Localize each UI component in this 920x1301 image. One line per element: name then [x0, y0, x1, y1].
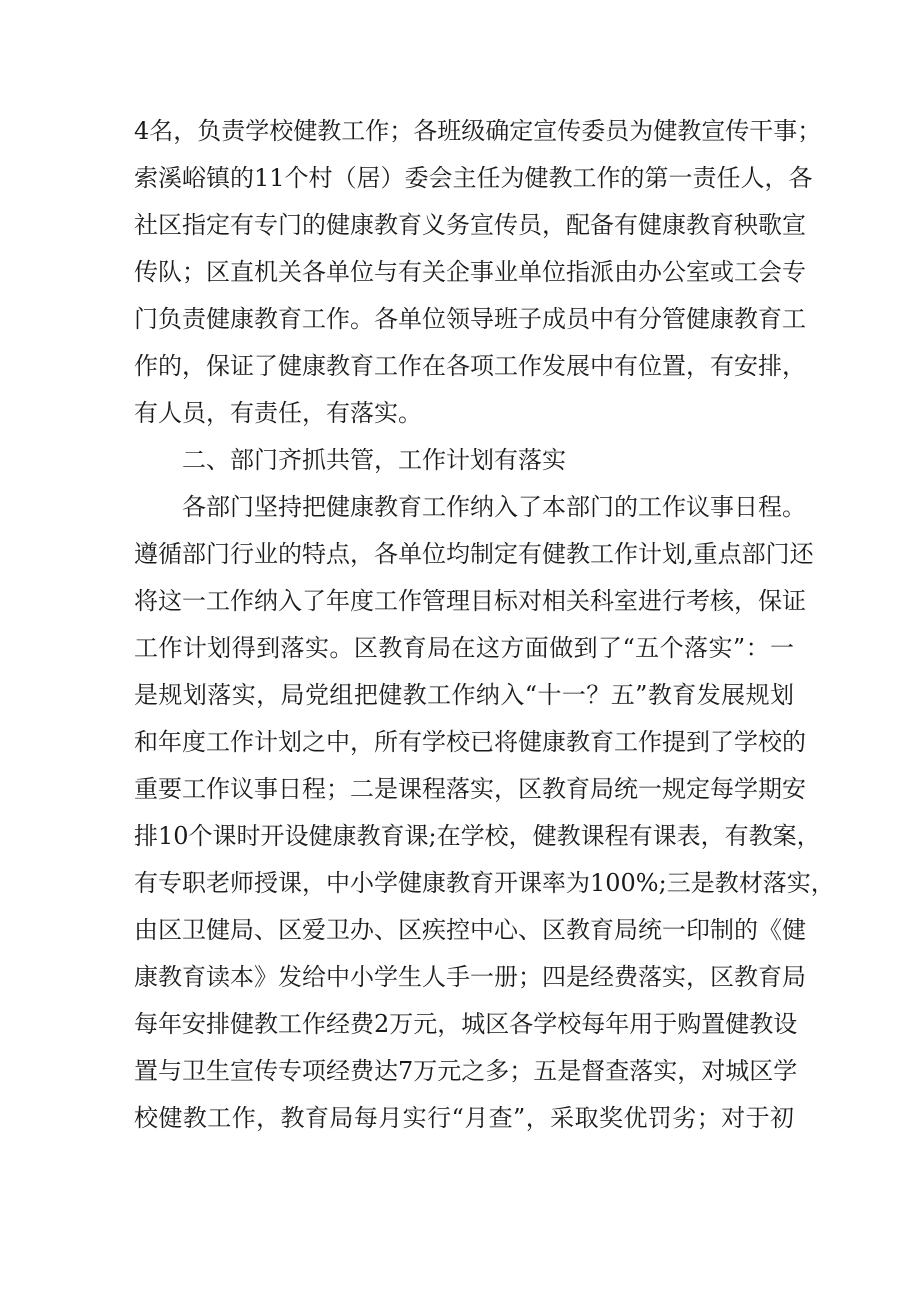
text-line: 将这一工作纳入了年度工作管理目标对相关科室进行考核，保证 [134, 587, 806, 615]
text-line: 是规划落实，局党组把健教工作纳入“十一？五”教育发展规划 [134, 681, 794, 709]
text-line: 遵循部门行业的特点，各单位均制定有健教工作计划,重点部门还 [134, 540, 814, 568]
text-line: 索溪峪镇的11个村（居）委会主任为健教工作的第一责任人，各 [134, 164, 813, 192]
text-line: 有专职老师授课，中小学健康教育开课率为100%;三是教材落实， [134, 869, 835, 897]
text-line: 由区卫健局、区爱卫办、区疾控中心、区教育局统一印制的《健 [134, 916, 806, 944]
text-line: 置与卫生宣传专项经费达7万元之多；五是督查落实，对城区学 [134, 1057, 798, 1085]
text-line: 工作计划得到落实。区教育局在这方面做到了“五个落实”：一 [134, 634, 794, 662]
text-line: 有人员，有责任，有落实。 [134, 399, 422, 427]
text-line: 门负责健康教育工作。各单位领导班子成员中有分管健康教育工 [134, 305, 806, 333]
text-line: 各部门坚持把健康教育工作纳入了本部门的工作议事日程。 [182, 493, 806, 521]
text-line: 排10个课时开设健康教育课;在学校，健教课程有课表，有教案， [134, 822, 821, 850]
body-text [134, 108, 835, 1142]
text-line: 作的，保证了健康教育工作在各项工作发展中有位置，有安排， [134, 352, 806, 380]
text-line: 社区指定有专门的健康教育义务宣传员，配备有健康教育秧歌宣 [134, 211, 806, 239]
text-line: 康教育读本》发给中小学生人手一册；四是经费落实，区教育局 [134, 963, 806, 991]
text-line: 传队；区直机关各单位与有关企事业单位指派由办公室或工会专 [134, 258, 806, 286]
section-heading: 二、部门齐抓共管，工作计划有落实 [182, 446, 566, 474]
text-line: 和年度工作计划之中，所有学校已将健康教育工作提到了学校的 [134, 728, 806, 756]
text-line: 重要工作议事日程；二是课程落实，区教育局统一规定每学期安 [134, 775, 806, 803]
text-line: 校健教工作，教育局每月实行“月查”，采取奖优罚劣；对于初 [134, 1104, 794, 1132]
text-line: 4名，负责学校健教工作；各班级确定宣传委员为健教宣传干事； [134, 117, 822, 145]
text-line: 每年安排健教工作经费2万元，城区各学校每年用于购置健教设 [134, 1010, 798, 1038]
